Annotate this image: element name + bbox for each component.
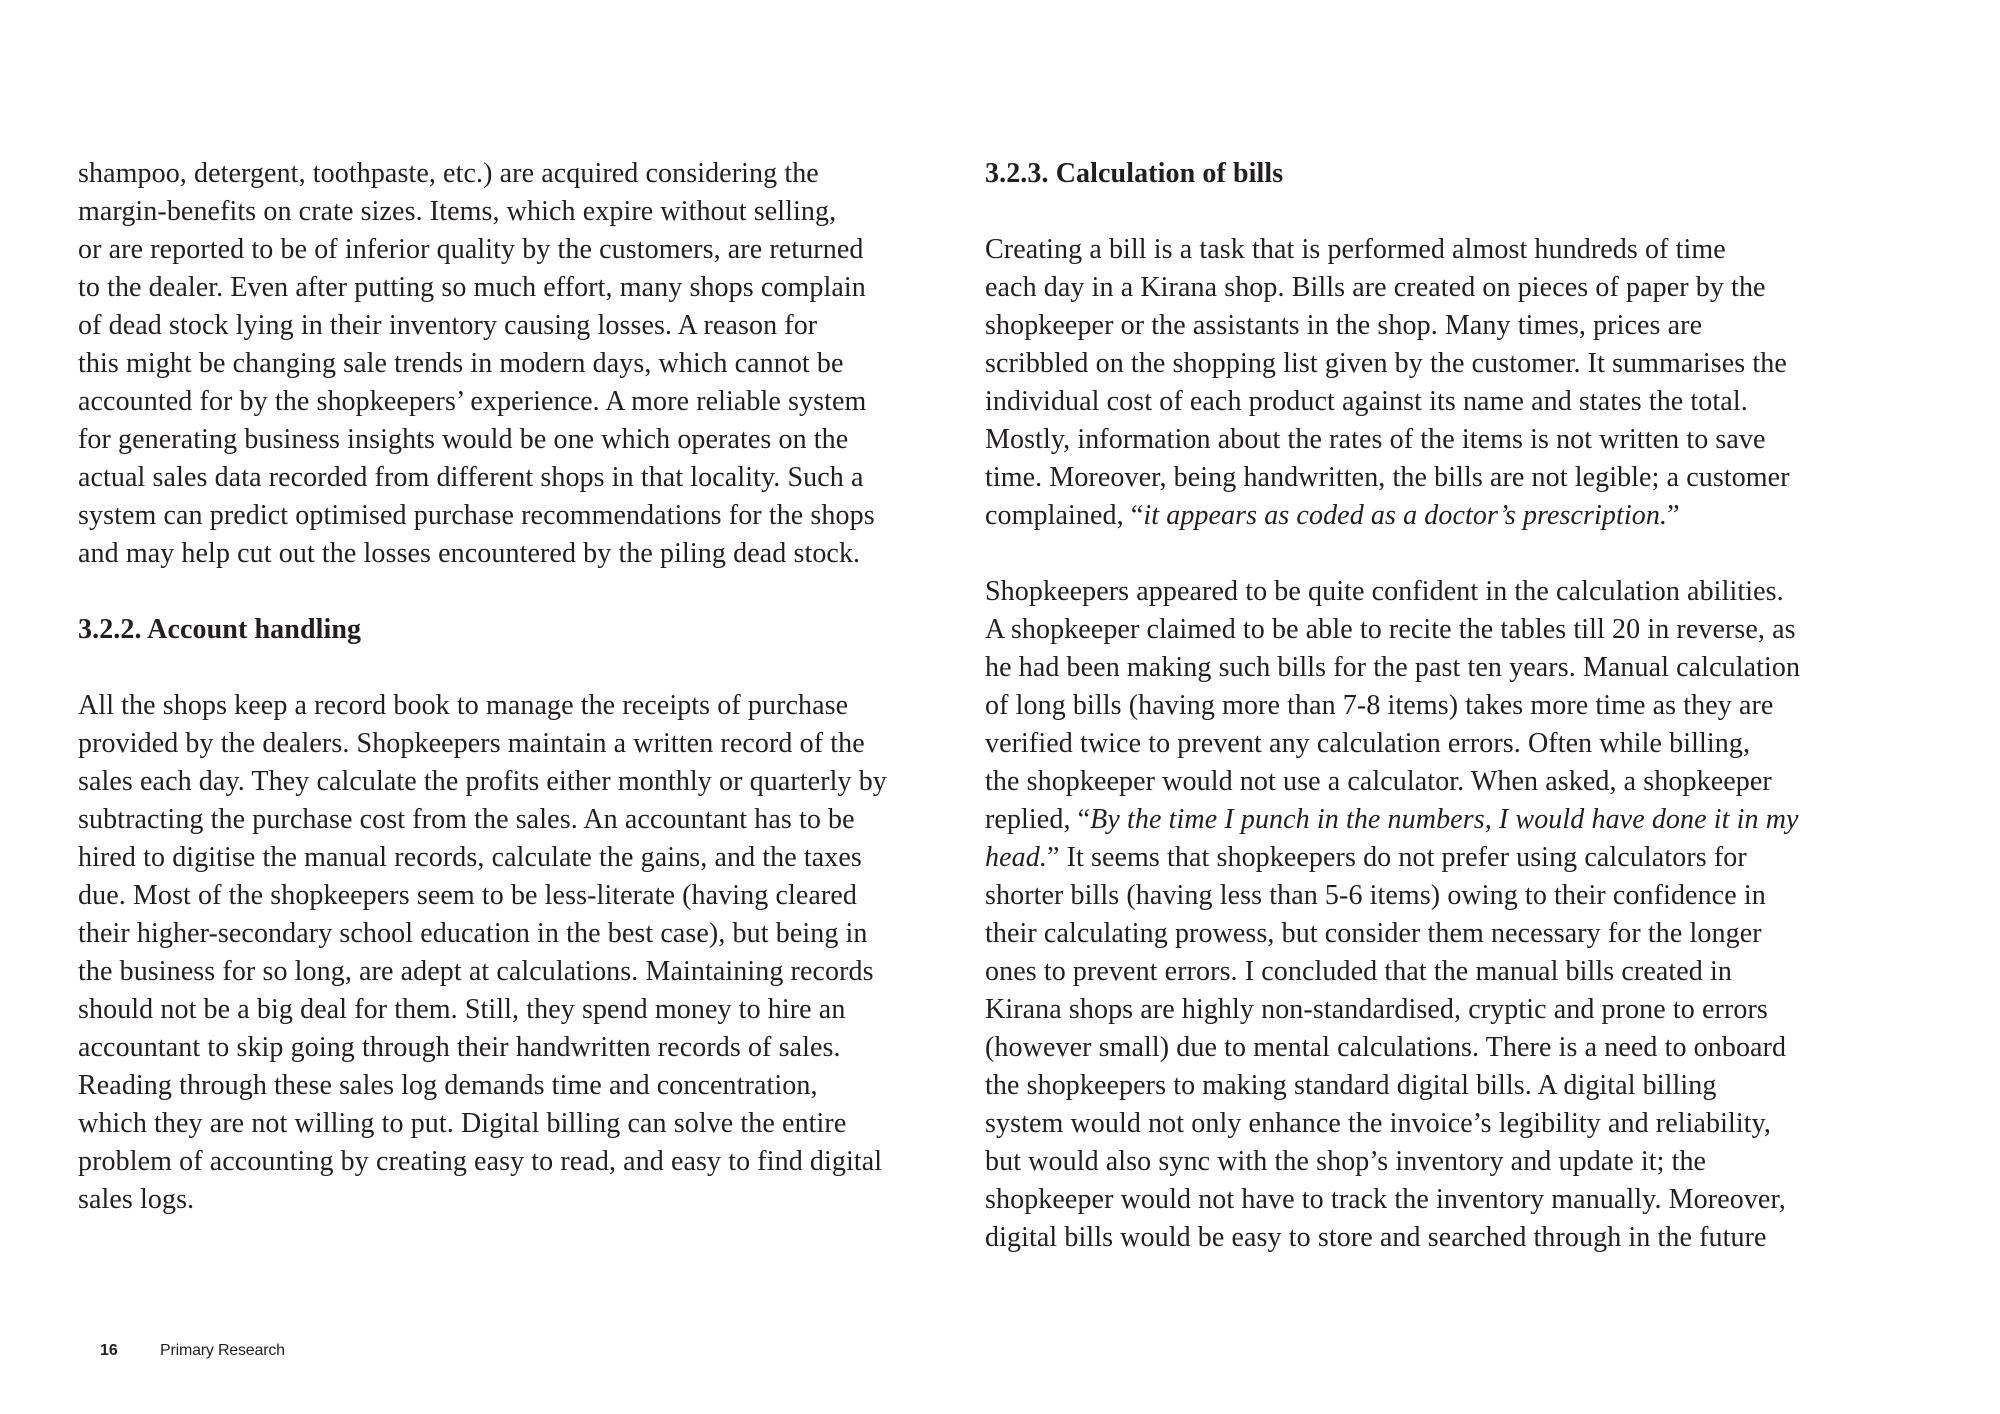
body-text: each day in a Kirana shop. Bills are created on pieces of paper by the [985, 272, 1766, 303]
body-text: individual cost of each product against its name and states the total. [985, 386, 1748, 417]
text-line [985, 763, 1870, 801]
text-line [78, 497, 963, 535]
text-line [985, 991, 1870, 1029]
text-line [985, 345, 1870, 383]
text-line [985, 801, 1870, 839]
text-line [985, 687, 1870, 725]
body-text: time. Moreover, being handwritten, the bills are not legible; a customer [985, 462, 1790, 493]
footer-section-label: Primary Research [160, 1342, 285, 1359]
text-line [985, 725, 1870, 763]
text-line [78, 231, 963, 269]
body-text: of dead stock lying in their inventory causing losses. A reason for [78, 310, 818, 341]
page-number: 16 [100, 1342, 118, 1359]
body-text: ” It seems that shopkeepers do not prefer using calculators for [1046, 842, 1747, 873]
body-text: should not be a big deal for them. Still, they spend money to hire an [78, 994, 846, 1025]
text-line [78, 307, 963, 345]
body-text: 3.2.3. Calculation of bills [985, 158, 1284, 189]
text-line [78, 953, 963, 991]
text-line [985, 877, 1870, 915]
body-text: this might be changing sale trends in modern days, which cannot be [78, 348, 844, 379]
text-line [985, 497, 1870, 535]
body-text: complained, “ [985, 500, 1144, 531]
text-line [985, 1181, 1870, 1219]
text-line [985, 231, 1870, 269]
text-line [985, 573, 1870, 611]
body-text: ones to prevent errors. I concluded that the manual bills created in [985, 956, 1732, 987]
text-line [985, 611, 1870, 649]
text-line [78, 269, 963, 307]
section-heading [78, 611, 963, 649]
paragraph [985, 573, 1870, 1257]
body-text: due. Most of the shopkeepers seem to be less-literate (having cleared [78, 880, 857, 911]
body-text: (however small) due to mental calculations. There is a need to onboard [985, 1032, 1787, 1063]
text-line [78, 687, 963, 725]
body-text: of long bills (having more than 7-8 items) takes more time as they are [985, 690, 1774, 721]
body-text: 3.2.2. Account handling [78, 614, 362, 645]
body-text: All the shops keep a record book to manage the receipts of purchase [78, 690, 849, 721]
quoted-italic-text: By the time I punch in the numbers, I would have done it in my [1090, 804, 1799, 835]
body-text: sales each day. They calculate the profits either monthly or quarterly by [78, 766, 887, 797]
text-line [78, 345, 963, 383]
body-text: accountant to skip going through their handwritten records of sales. [78, 1032, 841, 1063]
body-text: their calculating prowess, but consider them necessary for the longer [985, 918, 1762, 949]
right-text-column [985, 155, 1870, 1257]
text-line [78, 1105, 963, 1143]
text-line [78, 611, 963, 649]
text-line [78, 421, 963, 459]
body-text: shopkeeper would not have to track the inventory manually. Moreover, [985, 1184, 1786, 1215]
text-line [78, 459, 963, 497]
body-text: subtracting the purchase cost from the sales. An accountant has to be [78, 804, 855, 835]
paragraph [78, 687, 963, 1219]
body-text: hired to digitise the manual records, calculate the gains, and the taxes [78, 842, 862, 873]
paragraph [78, 155, 963, 573]
text-line [985, 155, 1870, 193]
text-line [78, 763, 963, 801]
text-line [985, 421, 1870, 459]
body-text: Shopkeepers appeared to be quite confident in the calculation abilities. [985, 576, 1784, 607]
text-line [78, 839, 963, 877]
body-text: and may help cut out the losses encountered by the piling dead stock. [78, 538, 861, 569]
body-text: the shopkeeper would not use a calculator. When asked, a shopkeeper [985, 766, 1772, 797]
body-text: shampoo, detergent, toothpaste, etc.) are acquired considering the [78, 158, 819, 189]
text-line [985, 649, 1870, 687]
paragraph [985, 231, 1870, 535]
text-line [78, 1029, 963, 1067]
text-line [985, 839, 1870, 877]
section-heading [985, 155, 1870, 193]
body-text: replied, “ [985, 804, 1091, 835]
text-line [985, 915, 1870, 953]
body-text: problem of accounting by creating easy to read, and easy to find digital [78, 1146, 883, 1177]
text-line [78, 1143, 963, 1181]
body-text: margin-benefits on crate sizes. Items, which expire without selling, [78, 196, 837, 227]
text-line [78, 801, 963, 839]
text-line [78, 535, 963, 573]
body-text: system would not only enhance the invoice’s legibility and reliability, [985, 1108, 1772, 1139]
quoted-italic-text: it appears as coded as a doctor’s prescription. [1143, 500, 1668, 531]
text-line [78, 1181, 963, 1219]
text-line [78, 725, 963, 763]
body-text: sales logs. [78, 1184, 195, 1215]
text-line [78, 915, 963, 953]
text-line [985, 307, 1870, 345]
text-line [78, 877, 963, 915]
body-text: their higher-secondary school education in the best case), but being in [78, 918, 868, 949]
body-text: the shopkeepers to making standard digital bills. A digital billing [985, 1070, 1717, 1101]
body-text: A shopkeeper claimed to be able to recite the tables till 20 in reverse, as [985, 614, 1796, 645]
body-text: actual sales data recorded from different shops in that locality. Such a [78, 462, 864, 493]
text-line [78, 1067, 963, 1105]
text-line [78, 193, 963, 231]
body-text: Creating a bill is a task that is performed almost hundreds of time [985, 234, 1726, 265]
body-text: Reading through these sales log demands time and concentration, [78, 1070, 818, 1101]
body-text: accounted for by the shopkeepers’ experience. A more reliable system [78, 386, 867, 417]
text-line [78, 155, 963, 193]
body-text: he had been making such bills for the past ten years. Manual calculation [985, 652, 1801, 683]
body-text: shorter bills (having less than 5-6 items) owing to their confidence in [985, 880, 1766, 911]
body-text: ” [1667, 500, 1680, 531]
text-line [78, 383, 963, 421]
page-footer [0, 1342, 2000, 1364]
text-line [985, 1067, 1870, 1105]
body-text: shopkeeper or the assistants in the shop. Many times, prices are [985, 310, 1703, 341]
text-line [985, 383, 1870, 421]
body-text: scribbled on the shopping list given by the customer. It summarises the [985, 348, 1787, 379]
body-text: for generating business insights would be one which operates on the [78, 424, 849, 455]
text-line [985, 1029, 1870, 1067]
text-line [985, 459, 1870, 497]
text-line [985, 1219, 1870, 1257]
body-text: or are reported to be of inferior quality by the customers, are returned [78, 234, 864, 265]
text-line [985, 1105, 1870, 1143]
body-text: which they are not willing to put. Digital billing can solve the entire [78, 1108, 847, 1139]
text-line [78, 991, 963, 1029]
body-text: the business for so long, are adept at calculations. Maintaining records [78, 956, 874, 987]
left-text-column [78, 155, 963, 1219]
body-text: but would also sync with the shop’s inventory and update it; the [985, 1146, 1707, 1177]
body-text: provided by the dealers. Shopkeepers maintain a written record of the [78, 728, 865, 759]
body-text: Mostly, information about the rates of the items is not written to save [985, 424, 1766, 455]
body-text: Kirana shops are highly non-standardised, cryptic and prone to errors [985, 994, 1768, 1025]
quoted-italic-text: head. [985, 842, 1047, 873]
body-text: to the dealer. Even after putting so much effort, many shops complain [78, 272, 866, 303]
text-line [985, 1143, 1870, 1181]
text-line [985, 953, 1870, 991]
body-text: system can predict optimised purchase recommendations for the shops [78, 500, 875, 531]
body-text: digital bills would be easy to store and searched through in the future [985, 1222, 1767, 1253]
text-line [985, 269, 1870, 307]
body-text: verified twice to prevent any calculation errors. Often while billing, [985, 728, 1751, 759]
